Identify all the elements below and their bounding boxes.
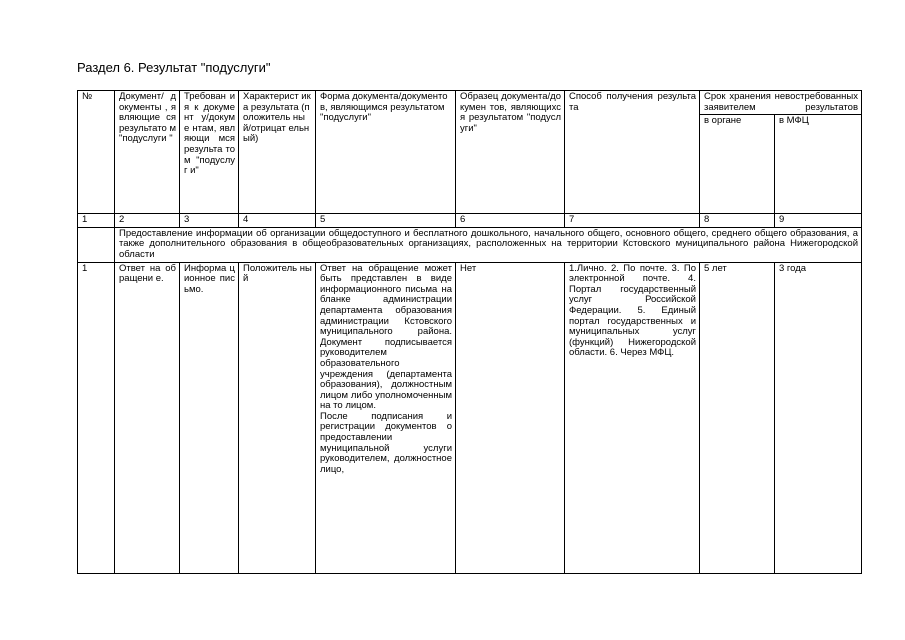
section-empty-cell	[78, 227, 115, 262]
section-title: Предоставление информации об организации общедоступного и бесплатного дошкольного, начального общего, основного общего, среднего общего образования, а также дополнительного образования в общеобразовательных организациях, расположенных на территории Кстовского муниципального района Нижегородской области	[115, 227, 862, 262]
row-storage-organ: 5 лет	[700, 262, 775, 573]
result-table	[77, 90, 862, 574]
header-number: №	[78, 91, 115, 214]
row-number: 1	[78, 262, 115, 573]
row-form-paragraph-1: Ответ на обращение может быть представлен в виде информационного письма на бланке администрации департамента образования администрации Кстовского муниципального района. Документ подписывается руководителем образовательного учреждения (департамента образования), должностным лицом либо уполномоченным на то лицом.	[320, 262, 452, 412]
column-number: 1	[78, 214, 115, 228]
row-storage-mfc: 3 года	[775, 262, 862, 573]
column-number: 5	[316, 214, 456, 228]
column-number-row	[78, 214, 862, 228]
column-number: 6	[456, 214, 565, 228]
column-number: 7	[565, 214, 700, 228]
section-row	[78, 227, 862, 262]
section-heading: Раздел 6. Результат "подуслуги"	[77, 60, 271, 75]
column-number: 2	[115, 214, 180, 228]
header-method: Способ получения результата	[565, 91, 700, 214]
row-document: Ответ на обращени е.	[115, 262, 180, 573]
column-number: 3	[180, 214, 239, 228]
header-row	[78, 91, 862, 115]
row-characteristic: Положитель ный	[239, 262, 316, 573]
row-method: 1.Лично. 2. По почте. 3. По электронной почте. 4. Портал государственный услуг Российской Федерации. 5. Единый портал государственных и муниципальных услуг (функций) Нижегородской области. 6. Через МФЦ.	[565, 262, 700, 573]
column-number: 9	[775, 214, 862, 228]
header-document: Документ/ документы , являющие ся результато м "подуслуги "	[115, 91, 180, 214]
header-storage-mfc: в МФЦ	[775, 115, 862, 214]
header-characteristic: Характерист ика результата (положитель ный/отрицат ельный)	[239, 91, 316, 214]
table-row	[78, 262, 862, 573]
header-storage-group: Срок хранения невостребованных заявителем результатов	[700, 91, 862, 115]
row-form-paragraph-2: После подписания и регистрации документов о предоставлении муниципальной услуги руководителем, должностное лицо,	[320, 410, 452, 475]
row-sample: Нет	[456, 262, 565, 573]
header-requirements: Требован ия к документ у/докуме нтам, являющи мся результа том "подуслуг и"	[180, 91, 239, 214]
column-number: 8	[700, 214, 775, 228]
header-storage-organ: в органе	[700, 115, 775, 214]
row-form	[316, 262, 456, 573]
column-number: 4	[239, 214, 316, 228]
row-requirements: Информа ционное письмо.	[180, 262, 239, 573]
header-form: Форма документа/документов, являющимся результатом "подуслуги"	[316, 91, 456, 214]
header-sample: Образец документа/докумен тов, являющихся результатом "подуслуги"	[456, 91, 565, 214]
